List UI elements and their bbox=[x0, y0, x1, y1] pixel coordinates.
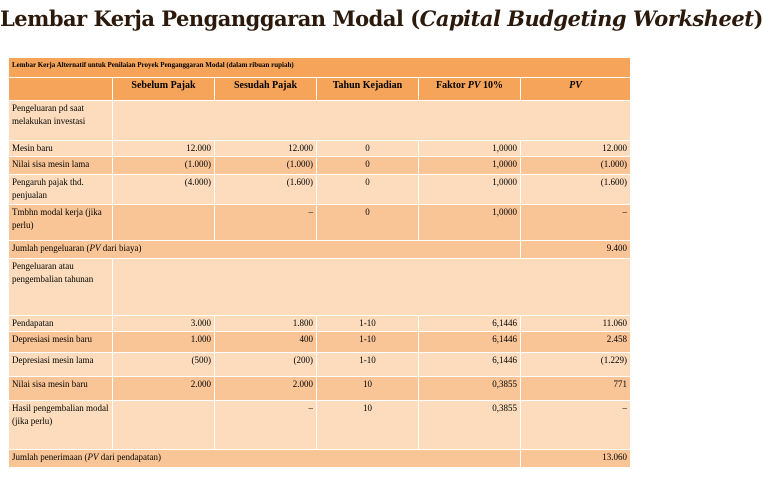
pv-cell: (1.600) bbox=[521, 175, 631, 204]
before-tax-cell: 2.000 bbox=[113, 376, 215, 400]
after-tax-cell: (200) bbox=[215, 352, 317, 376]
pv-cell: 11.060 bbox=[521, 316, 631, 332]
before-tax-cell: 1.000 bbox=[113, 332, 215, 352]
header-pv-factor: Faktor PV 10% bbox=[419, 78, 521, 100]
year-cell: 1-10 bbox=[317, 332, 419, 352]
pv-cell: 12.000 bbox=[521, 140, 631, 156]
capital-budgeting-table bbox=[8, 57, 631, 468]
year-cell: 1-10 bbox=[317, 316, 419, 332]
before-tax-cell: (4.000) bbox=[113, 175, 215, 204]
year-cell: 10 bbox=[317, 376, 419, 400]
year-cell: 0 bbox=[317, 204, 419, 240]
before-tax-cell: 3.000 bbox=[113, 316, 215, 332]
pv-cell: (1.229) bbox=[521, 352, 631, 376]
before-tax-cell: (500) bbox=[113, 352, 215, 376]
before-tax-cell: 12.000 bbox=[113, 140, 215, 156]
pv-cell: – bbox=[521, 401, 631, 450]
after-tax-cell: 400 bbox=[215, 332, 317, 352]
year-cell: 1-10 bbox=[317, 352, 419, 376]
table-row bbox=[9, 332, 631, 352]
after-tax-cell: – bbox=[215, 204, 317, 240]
total-expenditure-row-value: 9.400 bbox=[521, 241, 631, 259]
page-title: Lembar Kerja Penganggaran Modal (Capital Budgeting Worksheet) bbox=[0, 6, 763, 31]
table-row bbox=[9, 352, 631, 376]
total-revenue-row-label: Jumlah penerimaan (PV dari pendapatan) bbox=[9, 449, 521, 467]
pv-cell: 771 bbox=[521, 376, 631, 400]
pv-factor-cell: 0,3855 bbox=[419, 376, 521, 400]
before-tax-cell: (1.000) bbox=[113, 157, 215, 175]
row-label: Nilai sisa mesin baru bbox=[9, 376, 113, 400]
table-row bbox=[9, 316, 631, 332]
after-tax-cell: 2.000 bbox=[215, 376, 317, 400]
after-tax-cell: (1.600) bbox=[215, 175, 317, 204]
section-label-annual-returns: Pengeluaran atau pengembalian tahunan bbox=[9, 259, 113, 316]
row-label: Pengaruh pajak thd. penjualan bbox=[9, 175, 113, 204]
pv-factor-cell: 1,0000 bbox=[419, 140, 521, 156]
pv-factor-cell: 0,3855 bbox=[419, 401, 521, 450]
pv-factor-cell: 6,1446 bbox=[419, 316, 521, 332]
pv-factor-cell: 6,1446 bbox=[419, 332, 521, 352]
total-expenditure-row bbox=[9, 241, 631, 259]
total-revenue-row-value: 13.060 bbox=[521, 449, 631, 467]
row-label: Depresiasi mesin lama bbox=[9, 352, 113, 376]
total-expenditure-row-label: Jumlah pengeluaran (PV dari biaya) bbox=[9, 241, 521, 259]
total-revenue-row bbox=[9, 449, 631, 467]
pv-factor-cell: 6,1446 bbox=[419, 352, 521, 376]
before-tax-cell bbox=[113, 401, 215, 450]
table-row bbox=[9, 204, 631, 240]
table-row bbox=[9, 175, 631, 204]
table-row bbox=[9, 376, 631, 400]
header-pv: PV bbox=[521, 78, 631, 100]
row-label: Pendapatan bbox=[9, 316, 113, 332]
row-label: Nilai sisa mesin lama bbox=[9, 157, 113, 175]
table-row bbox=[9, 401, 631, 450]
header-after-tax: Sesudah Pajak bbox=[215, 78, 317, 100]
row-label: Mesin baru bbox=[9, 140, 113, 156]
after-tax-cell: 1.800 bbox=[215, 316, 317, 332]
after-tax-cell: (1.000) bbox=[215, 157, 317, 175]
table-caption: Lembar Kerja Alternatif untuk Penilaian Proyek Penganggaran Modal (dalam ribuan rupiah) bbox=[9, 58, 631, 78]
pv-cell: (1.000) bbox=[521, 157, 631, 175]
section-spacer bbox=[113, 259, 631, 316]
row-label: Tmbhn modal kerja (jika perlu) bbox=[9, 204, 113, 240]
after-tax-cell: 12.000 bbox=[215, 140, 317, 156]
pv-factor-cell: 1,0000 bbox=[419, 175, 521, 204]
before-tax-cell bbox=[113, 204, 215, 240]
pv-factor-cell: 1,0000 bbox=[419, 157, 521, 175]
year-cell: 10 bbox=[317, 401, 419, 450]
after-tax-cell: – bbox=[215, 401, 317, 450]
year-cell: 0 bbox=[317, 175, 419, 204]
pv-factor-cell: 1,0000 bbox=[419, 204, 521, 240]
section-spacer bbox=[113, 100, 631, 140]
year-cell: 0 bbox=[317, 157, 419, 175]
header-before-tax: Sebelum Pajak bbox=[113, 78, 215, 100]
pv-cell: – bbox=[521, 204, 631, 240]
header-year: Tahun Kejadian bbox=[317, 78, 419, 100]
row-label: Hasil pengembalian modal (jika perlu) bbox=[9, 401, 113, 450]
table-row bbox=[9, 157, 631, 175]
year-cell: 0 bbox=[317, 140, 419, 156]
section-label-initial-investment: Pengeluaran pd saat melakukan investasi bbox=[9, 100, 113, 140]
pv-cell: 2.458 bbox=[521, 332, 631, 352]
row-label: Depresiasi mesin baru bbox=[9, 332, 113, 352]
header-empty bbox=[9, 78, 113, 100]
table-row bbox=[9, 140, 631, 156]
